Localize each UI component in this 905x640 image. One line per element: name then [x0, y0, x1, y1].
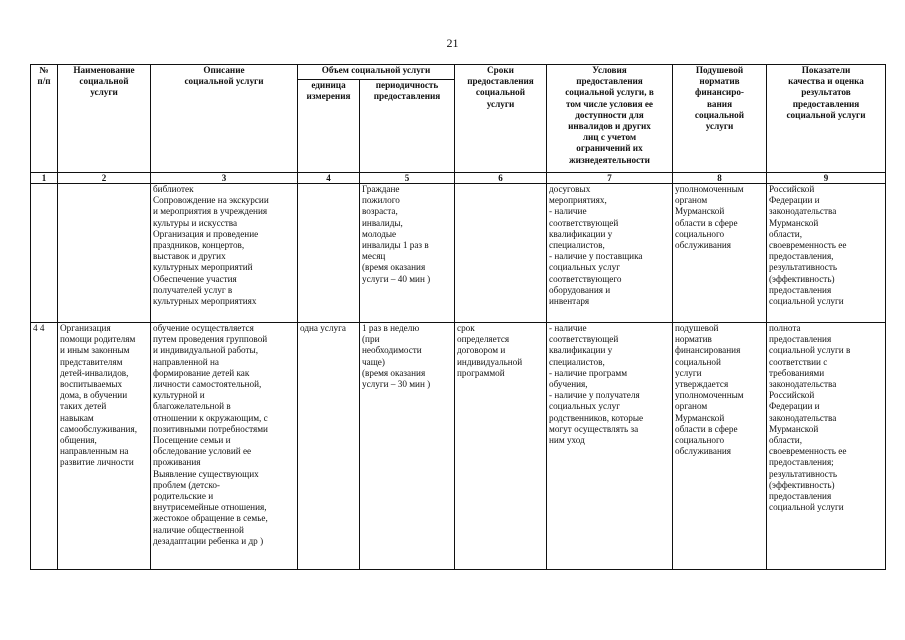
column-number: 5	[360, 173, 455, 184]
cell-indicators: Российской Федерации и законодательства Мурманской области, своевременность ее предоставления, результативность (эффективность) предоставления социальной услуги	[767, 184, 886, 323]
header-terms: Сроки предоставления социальной услуги	[455, 65, 547, 173]
cell-indicators: полнота предоставления социальной услуги в соответствии с требованиями законодательства Российской Федерации и законодательства Мурманской области, своевременность ее предоставления; результативность (эффективность) предоставления социальной услуги	[767, 323, 886, 570]
header-volume: Объем социальной услуги	[298, 65, 455, 80]
cell-description: библиотек Сопровождение на экскурсии и мероприятия в учреждения культуры и искусства Организация и проведение праздников, концертов, выставок и других культурных мероприятий Обеспечение участия получателей услуг в культурных мероприятиях	[151, 184, 298, 323]
header-financing: Подушевой норматив финансиро- вания социальной услуги	[673, 65, 767, 173]
table-row	[31, 184, 886, 323]
cell-terms: срок определяется договором и индивидуальной программой	[455, 323, 547, 570]
header-num: № п/п	[31, 65, 58, 173]
table-row	[31, 323, 886, 570]
header-periodicity: периодичность предоставления	[360, 80, 455, 173]
cell-unit	[298, 184, 360, 323]
header-row-top	[31, 65, 886, 80]
column-number: 2	[58, 173, 151, 184]
cell-num: 4 4	[31, 323, 58, 570]
page-number: 21	[446, 36, 459, 50]
column-number: 4	[298, 173, 360, 184]
header-unit: единица измерения	[298, 80, 360, 173]
column-number: 3	[151, 173, 298, 184]
column-number: 7	[547, 173, 673, 184]
cell-periodicity: Граждане пожилого возраста, инвалиды, молодые инвалиды 1 раз в месяц (время оказания услуги – 40 мин )	[360, 184, 455, 323]
cell-conditions: досуговых мероприятиях, - наличие соответствующей квалификации у специалистов, - наличие у поставщика социальных услуг соответствующего оборудования и инвентаря	[547, 184, 673, 323]
cell-name: Организация помощи родителям и иным законным представителям детей-инвалидов, воспитываемых дома, в обучении таких детей навыкам самообслуживания, общения, направленным на развитие личности	[58, 323, 151, 570]
column-number: 1	[31, 173, 58, 184]
cell-periodicity: 1 раз в неделю (при необходимости чаще) (время оказания услуги – 30 мин )	[360, 323, 455, 570]
column-number: 8	[673, 173, 767, 184]
column-number: 6	[455, 173, 547, 184]
column-number: 9	[767, 173, 886, 184]
cell-description: обучение осуществляется путем проведения групповой и индивидуальной работы, направленной на формирование детей как личности самостоятельной, культурной и благожелательной в отношении к окружающим, с позитивными потребностями Посещение семьи и обследование условий ее проживания Выявление существующих проблем (детско- родительские и внутрисемейные отношения, жестокое обращение в семье, наличие общественной дезадаптации ребенка и др )	[151, 323, 298, 570]
column-number-row	[31, 173, 886, 184]
cell-terms	[455, 184, 547, 323]
cell-financing: подушевой норматив финансирования социальной услуги утверждается уполномоченным органом Мурманской области в сфере социального обслуживания	[673, 323, 767, 570]
header-description: Описание социальной услуги	[151, 65, 298, 173]
cell-financing: уполномоченным органом Мурманской области в сфере социального обслуживания	[673, 184, 767, 323]
social-services-table	[30, 64, 886, 570]
cell-conditions: - наличие соответствующей квалификации у специалистов, - наличие программ обучения, - наличие у получателя социальных услуг родственников, которые могут осуществлять за ним уход	[547, 323, 673, 570]
cell-num	[31, 184, 58, 323]
header-conditions: Условия предоставления социальной услуги, в том числе условия ее доступности для инвалидов и других лиц с учетом ограничений их жизнедеятельности	[547, 65, 673, 173]
cell-unit: одна услуга	[298, 323, 360, 570]
header-name: Наименование социальной услуги	[58, 65, 151, 173]
header-indicators: Показатели качества и оценка результатов предоставления социальной услуги	[767, 65, 886, 173]
cell-name	[58, 184, 151, 323]
